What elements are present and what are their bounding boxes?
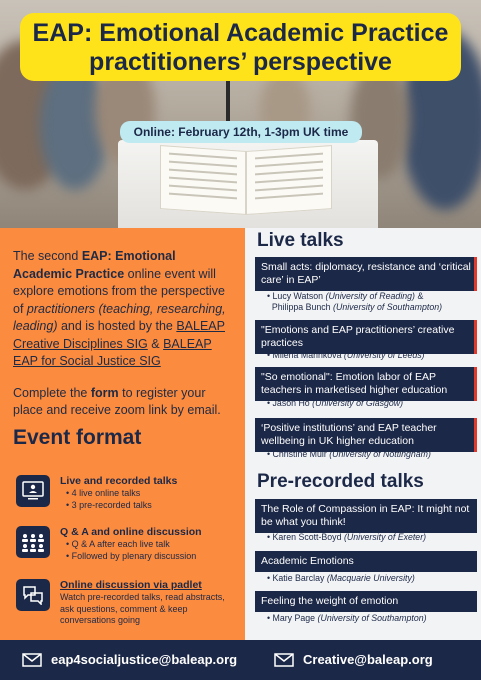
social-justice-email-link[interactable] <box>22 652 237 667</box>
speaker-name: Lucy Watson <box>272 291 324 301</box>
email-icon <box>274 653 294 667</box>
register-text: to register your place and receive zoom link by email. <box>13 385 221 417</box>
speaker-name: Jason Ho <box>272 398 310 408</box>
live-talk-2-title: "Emotions and EAP practitioners’ creative practices <box>255 320 477 354</box>
social-justice-sig-link[interactable]: BALEAP EAP for Social Justice SIG <box>13 336 212 368</box>
event-format-heading: Event format <box>13 425 142 449</box>
padlet-discussion-link[interactable]: Online discussion via padlet <box>60 579 202 591</box>
contact-footer <box>0 640 481 680</box>
intro-text: The second <box>13 249 79 263</box>
roles-text: (teaching, researching, leading) <box>13 301 226 333</box>
ampersand: & <box>151 336 160 351</box>
speaker-name: Katie Barclay <box>272 573 325 583</box>
chat-bubbles-icon <box>16 579 50 611</box>
live-talk-2-speaker <box>267 350 477 361</box>
speaker-name: Karen Scott-Boyd <box>272 532 342 542</box>
register-paragraph <box>13 385 233 420</box>
email-address: eap4socialjustice@baleap.org <box>51 652 238 667</box>
speaker-affiliation: (University of Reading) <box>325 291 415 301</box>
format-item-live-recorded <box>16 475 240 511</box>
format-bullet: • Q & A after each live talk <box>66 539 240 551</box>
speaker-affiliation: (University of Southampton) <box>317 613 427 623</box>
prerecorded-talk-2-speaker <box>267 573 477 584</box>
email-address: Creative@baleap.org <box>303 652 433 667</box>
prerecorded-talk-2-title: Academic Emotions <box>255 551 477 572</box>
speaker-affiliation: (University of Nottingham) <box>329 449 431 459</box>
format-bullet: • 3 pre-recorded talks <box>66 500 240 512</box>
speaker-affiliation: (Macquarie University) <box>326 573 415 583</box>
prerecorded-talk-1-title: The Role of Compassion in EAP: It might not be what you think! <box>255 499 477 533</box>
event-name: EAP: Emotional Academic Practice <box>13 249 176 281</box>
intro-text: and is hosted by the <box>60 319 173 333</box>
format-bullet: • 4 live online talks <box>66 488 240 500</box>
live-talk-4-speaker <box>267 449 477 460</box>
speaker-affiliation: (University of Leeds) <box>343 350 425 360</box>
live-talk-4-title: ‘Positive institutions’ and EAP teacher wellbeing in UK higher education <box>255 418 477 452</box>
live-talk-1-title: Small acts: diplomacy, resistance and ‘critical care’ in EAP’ <box>255 257 477 291</box>
live-talk-3-title: "So emotional": Emotion labor of EAP teachers in marketised higher education <box>255 367 477 401</box>
format-item-qa <box>16 526 240 562</box>
speaker-affiliation: (University of Southampton) <box>333 302 443 312</box>
event-title-banner <box>20 13 461 81</box>
prerecorded-talk-3-speaker <box>267 613 477 624</box>
creative-disciplines-sig-link[interactable]: BALEAP Creative Disciplines SIG <box>13 319 225 351</box>
video-talk-icon <box>16 475 50 507</box>
live-talk-3-speaker <box>267 398 477 409</box>
speaker-affiliation: (University of Exeter) <box>343 532 427 542</box>
live-talks-heading: Live talks <box>257 230 344 251</box>
prerecorded-talk-3-title: Feeling the weight of emotion <box>255 591 477 612</box>
title-line-1: EAP: Emotional Academic Practice <box>32 19 449 47</box>
prerecorded-talks-heading: Pre-recorded talks <box>257 471 424 492</box>
practitioners-text: practitioners <box>26 301 96 316</box>
prerecorded-talk-1-speaker <box>267 532 477 543</box>
email-icon <box>22 653 42 667</box>
open-book-icon <box>160 148 332 220</box>
register-text: Complete the <box>13 385 88 400</box>
intro-text: online event will explore emotions from the perspective of <box>13 266 225 316</box>
discussion-grid-icon <box>16 526 50 558</box>
right-panel <box>245 228 481 640</box>
format-heading: Q & A and online discussion <box>60 526 202 538</box>
speaker-name: Mary Page <box>272 613 316 623</box>
event-date-badge: Online: February 12th, 1-3pm UK time <box>120 121 362 143</box>
format-bullet: • Followed by plenary discussion <box>66 551 240 563</box>
speaker-name: Christine Muir <box>272 449 327 459</box>
speaker-name: Philippa Bunch <box>271 302 331 312</box>
speaker-name: Milena Marinkova <box>272 350 342 360</box>
speaker-affiliation: (University of Glasgow) <box>312 398 404 408</box>
padlet-description: Watch pre-recorded talks, read abstracts, ask questions, comment & keep conversations going <box>60 592 225 625</box>
format-item-padlet <box>16 579 240 627</box>
creative-email-link[interactable] <box>274 652 433 667</box>
ampersand: & <box>417 291 424 301</box>
live-talk-1-speaker <box>267 291 477 313</box>
intro-paragraph <box>13 248 233 371</box>
title-line-2: practitioners’ perspective <box>89 48 392 76</box>
format-heading: Live and recorded talks <box>60 475 178 487</box>
registration-form-link[interactable]: form <box>90 385 119 400</box>
